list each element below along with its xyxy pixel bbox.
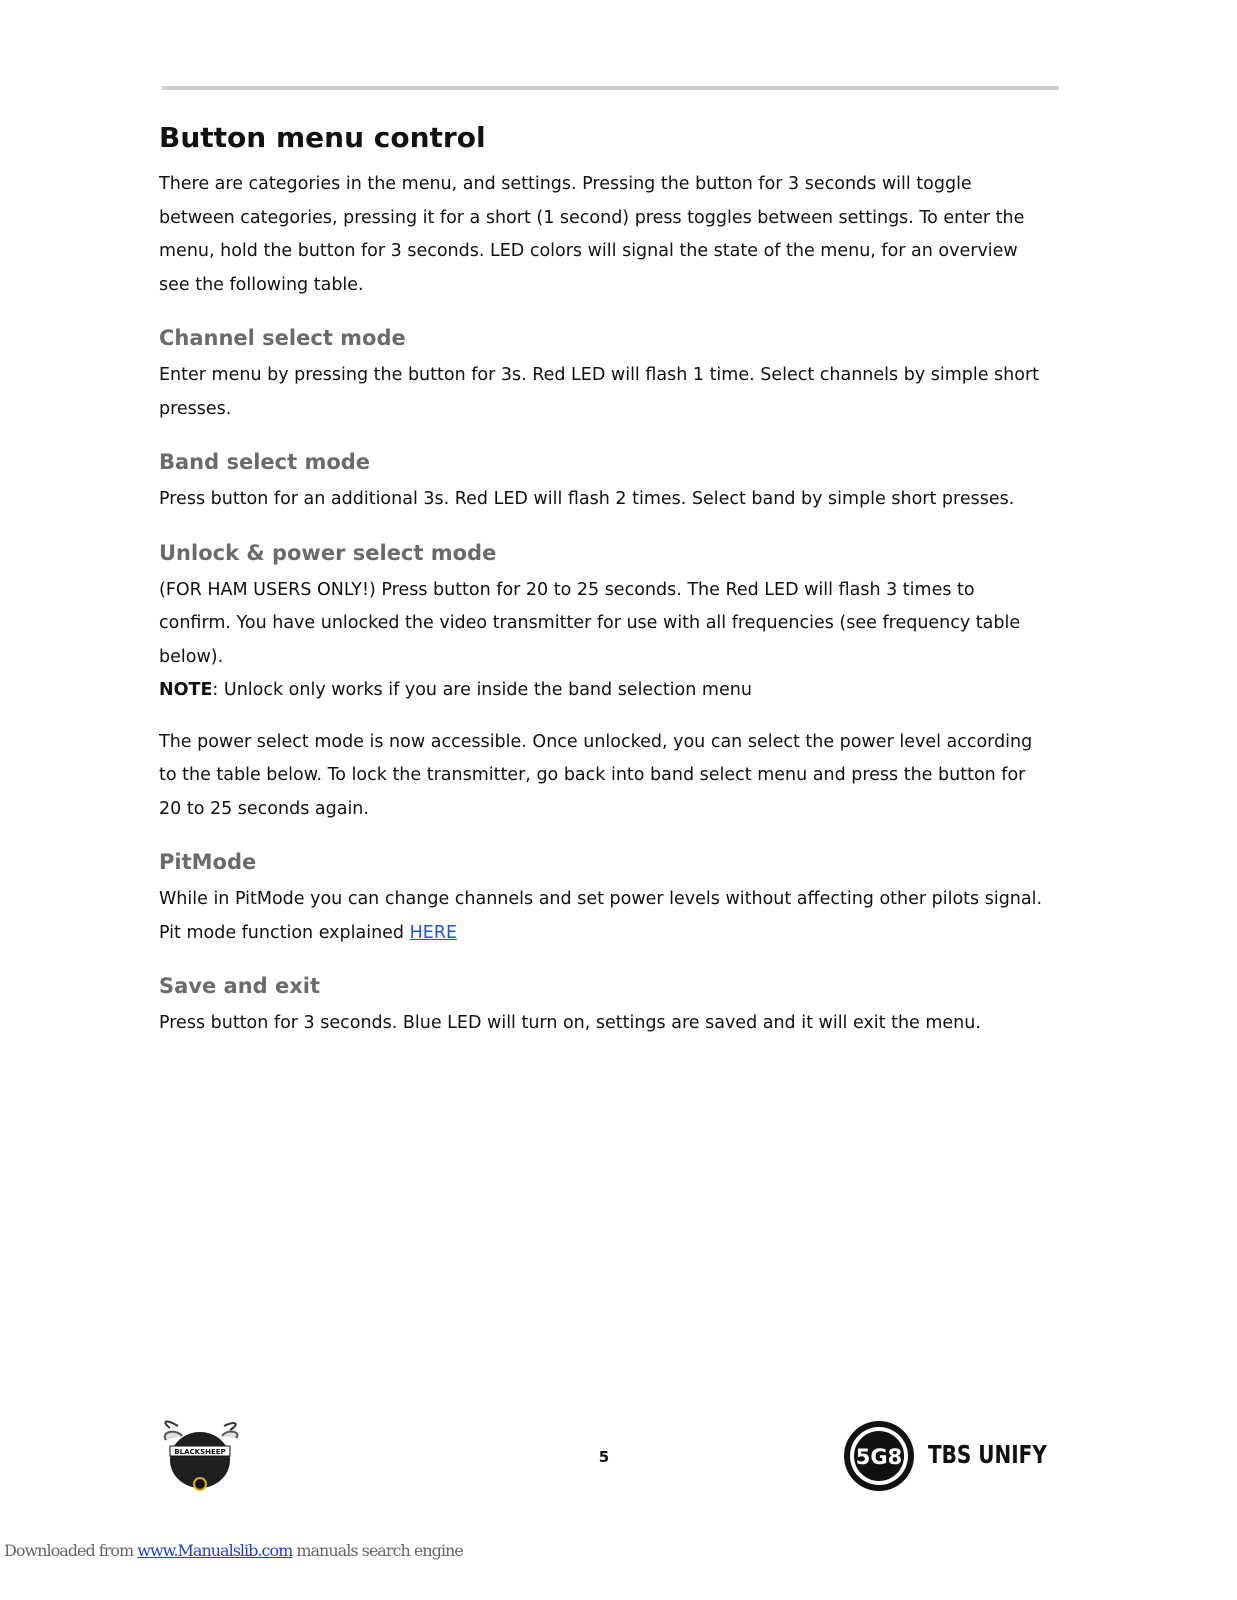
pitmode-link-line — [159, 917, 1049, 951]
unlock-paragraph: (FOR HAM USERS ONLY!) Press button for 20 to 25 seconds. The Red LED will flash 3 times to confirm. You have unlocked the video transmitter for use with all frequencies (see frequency table below). — [159, 579, 1021, 667]
save-paragraph: Press button for 3 seconds. Blue LED will turn on, settings are saved and it will exit the menu. — [159, 1013, 981, 1033]
pitmode-paragraph: While in PitMode you can change channels and set power levels without affecting other pilots signal. — [159, 889, 1043, 909]
save-heading: Save and exit — [159, 974, 321, 998]
logo-right-text: 5G8 — [855, 1445, 903, 1469]
logo-left-text: BLACKSHEEP — [174, 1448, 226, 1456]
unlock-heading: Unlock & power select mode — [159, 540, 497, 565]
note-paragraph — [159, 674, 1049, 708]
5g8-logo — [842, 1419, 916, 1493]
intro-paragraph: There are categories in the menu, and settings. Pressing the button for 3 seconds will toggle between categories, pressing it for a short (1 second) press toggles between settings. To enter the menu, hold the button for 3 seconds. LED colors will signal the state of the menu, for an overview see the following table. — [159, 174, 1025, 295]
band-heading: Band select mode — [159, 450, 371, 474]
note-text: : Unlock only works if you are inside the band selection menu — [212, 680, 752, 700]
pitmode-heading: PitMode — [159, 850, 257, 874]
top-rule — [162, 86, 1059, 90]
channel-paragraph: Enter menu by pressing the button for 3s. Red LED will flash 1 time. Select channels by simple short presses. — [159, 365, 1040, 419]
pitmode-link-prefix: Pit mode function explained — [159, 922, 410, 943]
page-title: Button menu control — [159, 121, 486, 154]
download-suffix: manuals search engine — [292, 1541, 463, 1560]
download-line — [4, 1541, 463, 1560]
page-content — [159, 118, 1049, 1041]
note-label: NOTE — [159, 680, 213, 700]
power-paragraph: The power select mode is now accessible. Once unlocked, you can select the power level according to the table below. To lock the transmitter, go back into band select menu and press the button for 20 to 25 seconds again. — [159, 731, 1033, 819]
page-number: 5 — [598, 1448, 610, 1466]
manualslib-link[interactable]: www.Manualslib.com — [137, 1541, 293, 1560]
blacksheep-logo — [160, 1418, 242, 1498]
download-prefix: Downloaded from — [4, 1541, 138, 1560]
here-link[interactable]: HERE — [409, 922, 458, 943]
channel-heading: Channel select mode — [159, 326, 406, 350]
brand-text: TBS UNIFY — [928, 1440, 1047, 1469]
band-paragraph: Press button for an additional 3s. Red LED will flash 2 times. Select band by simple short presses. — [159, 489, 1015, 509]
